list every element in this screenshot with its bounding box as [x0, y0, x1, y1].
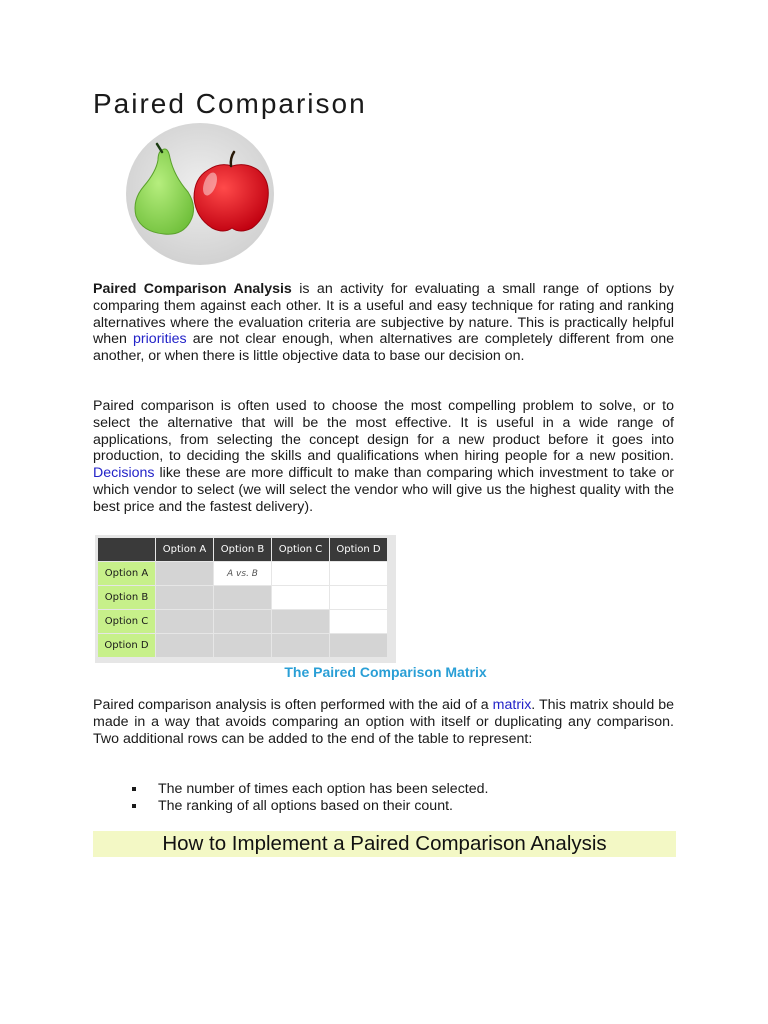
bullet-icon: [132, 787, 136, 791]
bullet-icon: [132, 804, 136, 808]
matrix-header-row: [98, 538, 387, 561]
matrix-cell: [330, 562, 387, 585]
intro-text-1: is an activity for evaluating a small range of options by comparing them against each other. It is a useful and easy technique for rating and ranking alternatives where the evaluation criteria are subjective by nature. This is practically helpful when: [93, 281, 674, 348]
intro-text-2: are not clear enough, when alternatives are completely different from one another, or when there is little objective data to base our decision on.: [93, 331, 674, 365]
second-text-1: Paired comparison is often used to choose the most compelling problem to solve, or to select the alternative that will be the most effective. It is useful in a wide range of applications, from selecting the concept design for a new product before it goes into production, to deciding the skills and qualifications when hiring people for a new position.: [93, 398, 674, 465]
list-item: [130, 781, 488, 798]
bullet-list: [130, 781, 488, 815]
decisions-link[interactable]: Decisions: [93, 465, 155, 482]
list-item-text: The ranking of all options based on their count.: [158, 797, 453, 814]
intro-paragraph: [93, 281, 674, 365]
matrix-cell-sample: A vs. B: [214, 562, 271, 585]
matrix-cell: [330, 610, 387, 633]
matrix-cell-excluded: [156, 634, 213, 657]
paired-comparison-matrix: [95, 535, 396, 663]
third-text-1: Paired comparison analysis is often performed with the aid of a: [93, 697, 493, 713]
matrix-row-header: Option C: [98, 610, 155, 633]
matrix-column-header: Option D: [330, 538, 387, 561]
section-heading-text: How to Implement a Paired Comparison Analysis: [162, 832, 607, 855]
matrix-cell: [272, 586, 329, 609]
matrix-row-header: Option D: [98, 634, 155, 657]
pear-and-apple-icon: [124, 122, 276, 266]
matrix-link[interactable]: matrix: [492, 697, 532, 713]
list-item-text: The number of times each option has been selected.: [158, 781, 489, 797]
matrix-row-header: Option B: [98, 586, 155, 609]
matrix-caption: The Paired Comparison Matrix: [284, 664, 487, 680]
matrix-row: [98, 610, 387, 633]
matrix-row: [98, 562, 387, 585]
matrix-cell-excluded: [214, 634, 271, 657]
matrix-row: [98, 586, 387, 609]
matrix-cell-excluded: [272, 610, 329, 633]
matrix-cell-excluded: [156, 562, 213, 585]
matrix-table: [97, 537, 388, 658]
list-item: [130, 798, 488, 815]
matrix-row-header: Option A: [98, 562, 155, 585]
matrix-cell-excluded: [330, 634, 387, 657]
matrix-cell: [330, 586, 387, 609]
page-title: Paired Comparison: [93, 88, 367, 119]
matrix-row: [98, 634, 387, 657]
matrix-corner-cell: [98, 538, 155, 561]
matrix-cell-excluded: [272, 634, 329, 657]
second-paragraph: [93, 398, 674, 516]
section-heading: [93, 831, 676, 857]
matrix-cell-excluded: [156, 610, 213, 633]
matrix-cell-excluded: [214, 610, 271, 633]
matrix-column-header: Option B: [214, 538, 271, 561]
matrix-cell-excluded: [214, 586, 271, 609]
matrix-cell: [272, 562, 329, 585]
matrix-column-header: Option A: [156, 538, 213, 561]
matrix-cell-excluded: [156, 586, 213, 609]
matrix-column-header: Option C: [272, 538, 329, 561]
second-text-2: like these are more difficult to make than comparing which investment to take or which vendor to select (we will select the vendor who will give us the highest quality with the best price and the fastest delivery).: [93, 465, 674, 515]
third-text-2: . This matrix should be made in a way that avoids comparing an option with itself or duplicating any comparison. Two additional rows can be added to the end of the table to represent:: [93, 697, 674, 747]
third-paragraph: [93, 697, 674, 747]
intro-bold-lead: Paired Comparison Analysis: [93, 281, 292, 297]
priorities-link[interactable]: priorities: [133, 331, 187, 348]
